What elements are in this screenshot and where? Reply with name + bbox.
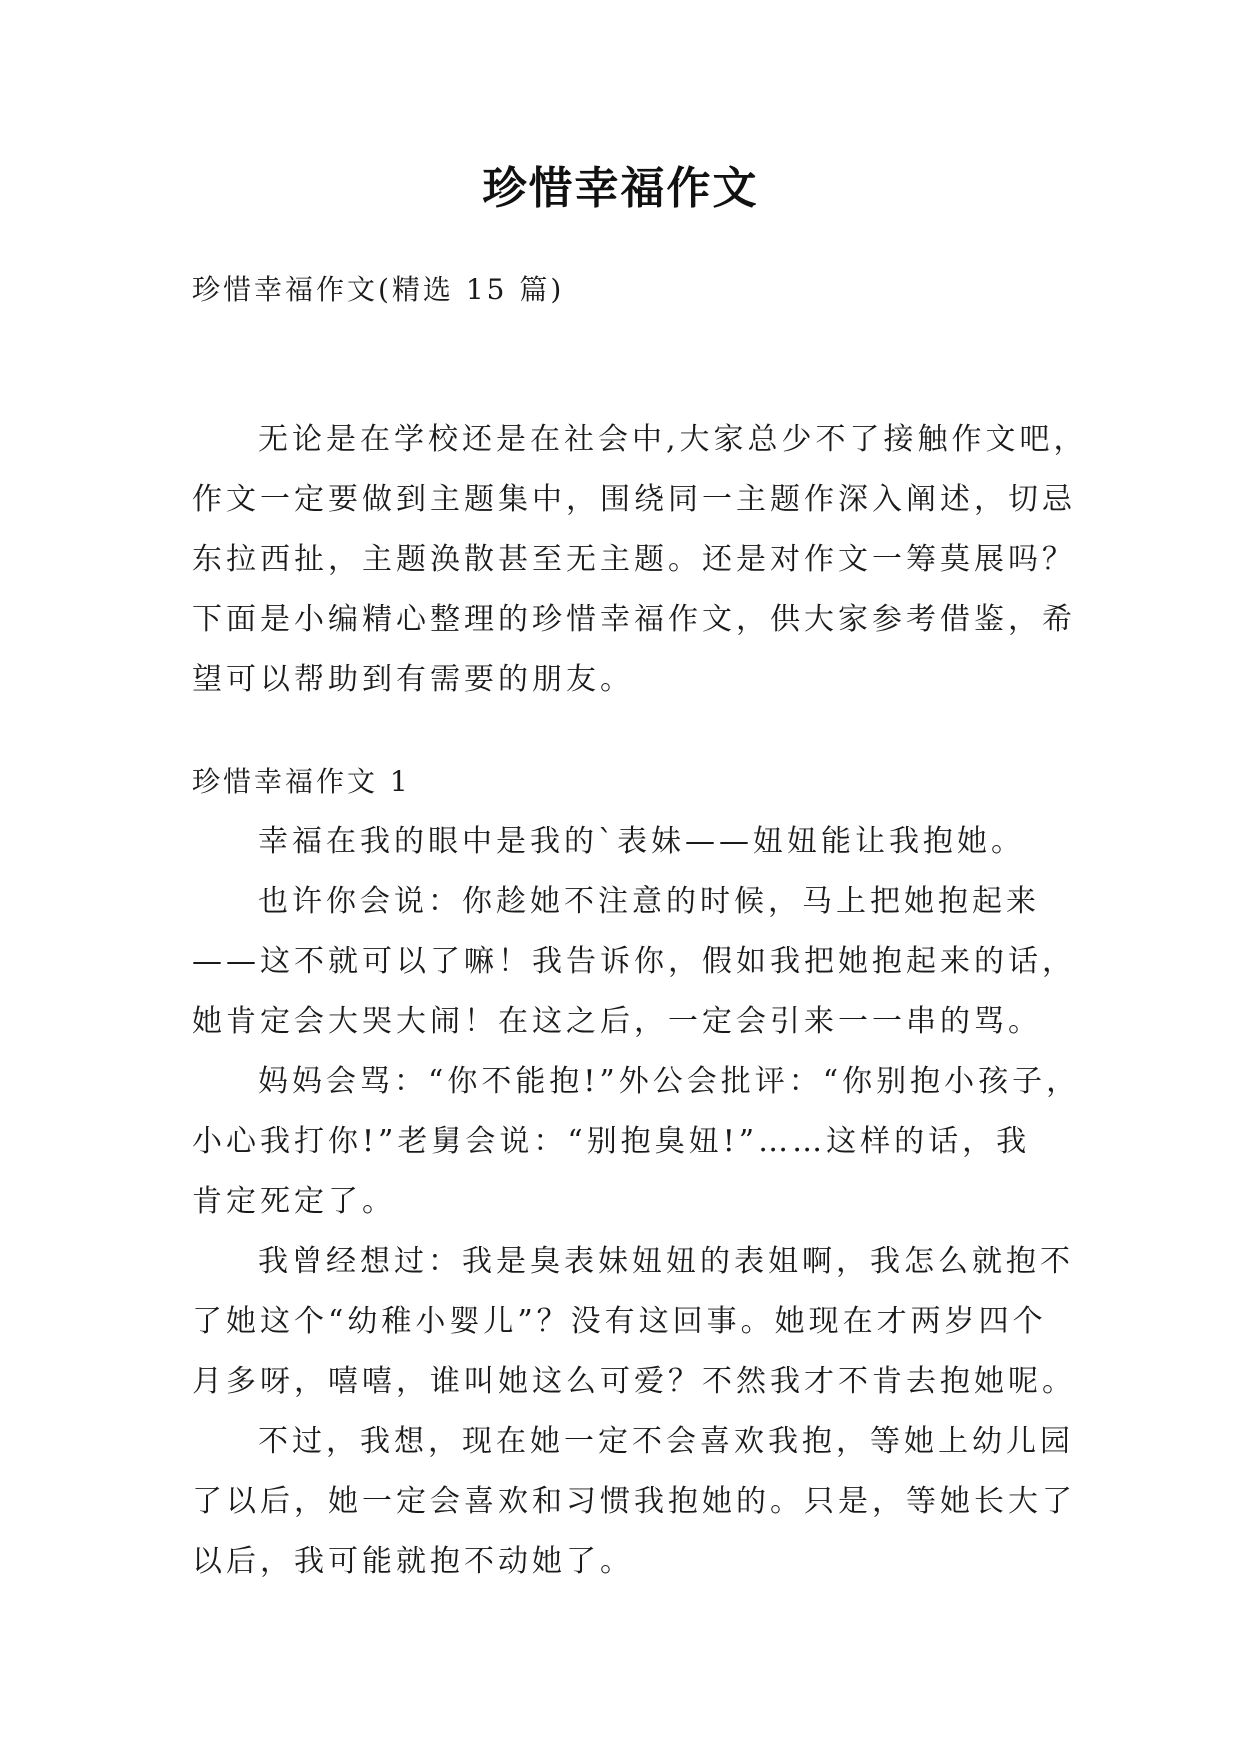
intro-paragraph (192, 410, 1088, 710)
paragraph-line: 小心我打你!”老舅会说：“别抱臭妞!”……这样的话，我 (192, 1124, 1031, 1159)
paragraph-line: 肯定死定了。 (192, 1184, 396, 1219)
paragraph-line: 幸福在我的眼中是我的`表妹——妞妞能让我抱她。 (258, 824, 1025, 859)
paragraph-line: 了她这个“幼稚小婴儿”？没有这回事。她现在才两岁四个 (192, 1304, 1047, 1339)
paragraph-line: ——这不就可以了嘛！我告诉你，假如我把她抱起来的话， (192, 944, 1076, 979)
intro-line: 无论是在学校还是在社会中,大家总少不了接触作文吧， (258, 422, 1088, 457)
essay-paragraph-4 (192, 1232, 1076, 1412)
paragraph-line: 妈妈会骂：“你不能抱!”外公会批评：“你别抱小孩子， (258, 1064, 1081, 1099)
paragraph-line: 我曾经想过：我是臭表妹妞妞的表姐啊，我怎么就抱不 (258, 1244, 1074, 1279)
paragraph-line: 了以后，她一定会喜欢和习惯我抱她的。只是，等她长大了 (192, 1484, 1076, 1519)
paragraph-line: 月多呀，嘻嘻，谁叫她这么可爱？不然我才不肯去抱她呢。 (192, 1364, 1076, 1399)
essay-paragraph-2 (192, 872, 1076, 1052)
intro-line: 作文一定要做到主题集中，围绕同一主题作深入阐述，切忌 (192, 482, 1076, 517)
document-subtitle: 珍惜幸福作文(精选 15 篇) (192, 273, 565, 306)
essay-paragraph-3 (192, 1052, 1081, 1232)
paragraph-line: 她肯定会大哭大闹！在这之后，一定会引来一一串的骂。 (192, 1004, 1042, 1039)
essay-heading: 珍惜幸福作文 1 (192, 765, 411, 798)
paragraph-line: 不过，我想，现在她一定不会喜欢我抱，等她上幼儿园 (258, 1424, 1074, 1459)
paragraph-line: 以后，我可能就抱不动她了。 (192, 1544, 634, 1579)
intro-line: 下面是小编精心整理的珍惜幸福作文，供大家参考借鉴，希 (192, 602, 1076, 637)
essay-paragraph-5 (192, 1412, 1076, 1592)
intro-line: 望可以帮助到有需要的朋友。 (192, 662, 634, 697)
essay-paragraph-1 (192, 812, 1072, 872)
document-title: 珍惜幸福作文 (482, 163, 759, 214)
paragraph-line: 也许你会说：你趁她不注意的时候，马上把她抱起来 (258, 884, 1040, 919)
intro-line: 东拉西扯，主题涣散甚至无主题。还是对作文一筹莫展吗？ (192, 542, 1076, 577)
